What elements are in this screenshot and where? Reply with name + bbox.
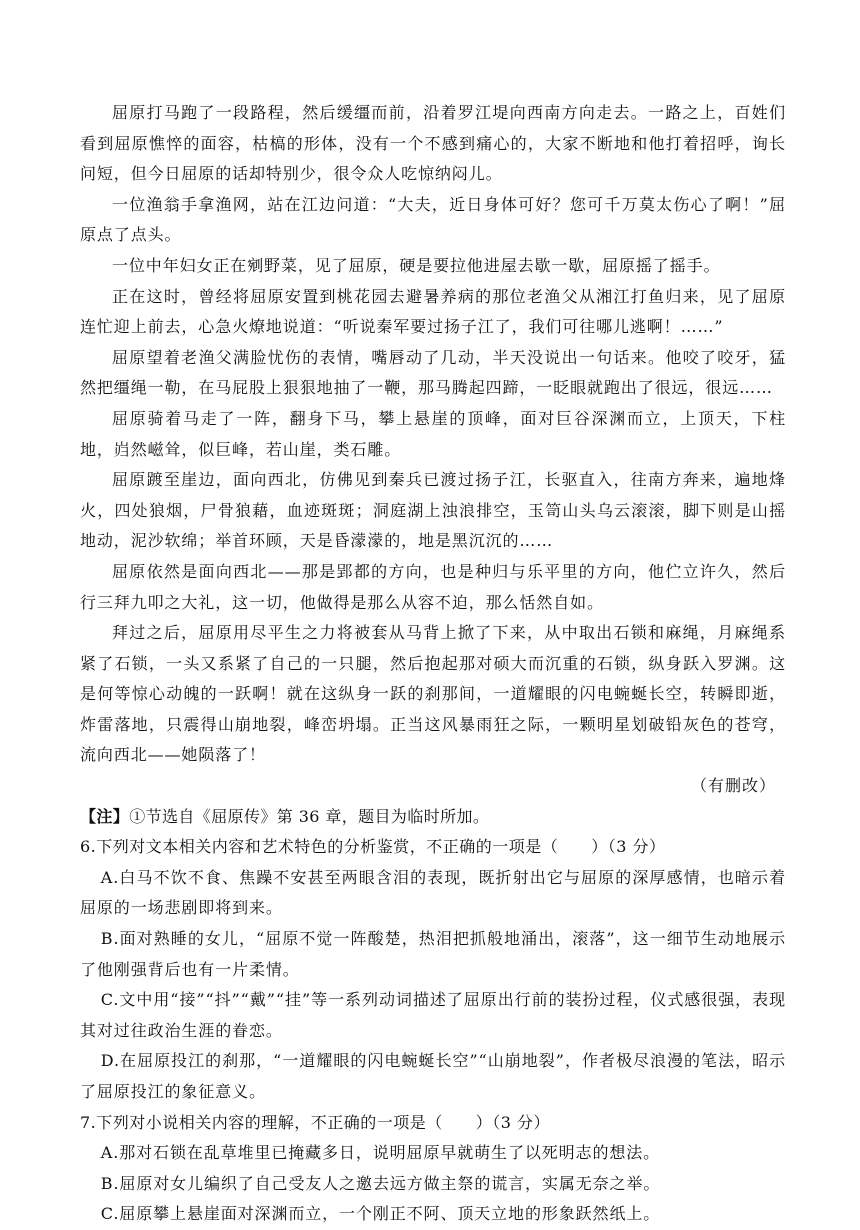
passage-paragraph: 屈原踱至崖边，面向西北，仿佛见到秦兵已渡过扬子江，长驱直入，往南方奔来，遍地烽火，四处狼烟，尸骨狼藉，血迹斑斑；洞庭湖上浊浪排空，玉笥山头乌云滚滚，脚下则是山摇地动，泥沙软绵；举首环顾，天是昏濛濛的，地是黑沉沉的……: [80, 470, 786, 551]
source-note: [80, 802, 786, 833]
passage-paragraph: 屈原依然是面向西北——那是郢都的方向，也是种归与乐平里的方向，他伫立许久，然后行三拜九叩之大礼，这一切，他做得是那么从容不迫，那么恬然自如。: [80, 561, 786, 612]
question-6-option-d: D.在屈原投江的刹那，“一道耀眼的闪电蜿蜒长空”“山崩地裂”，作者极尽浪漫的笔法，昭示了屈原投江的象征意义。: [80, 1051, 786, 1101]
passage-paragraph: 一位渔翁手拿渔网，站在江边问道：“大夫，近日身体可好？您可千万莫太伤心了啊！”屈原点了点头。: [80, 194, 786, 245]
question-7-option-a: A.那对石锁在乱草堆里已掩藏多日，说明屈原早就萌生了以死明志的想法。: [100, 1143, 661, 1163]
question-6-option-b: B.面对熟睡的女儿，“屈原不觉一阵酸楚，热泪把抓般地涌出，滚落”，这一细节生动地展示了他刚强背后也有一片柔情。: [80, 929, 786, 979]
passage-paragraph: 拜过之后，屈原用尽平生之力将被套从马背上掀了下来，从中取出石锁和麻绳，月麻绳系紧了石锁，一头又系紧了自己的一只腿，然后抱起那对硕大而沉重的石锁，纵身跃入罗渊。这是何等惊心动魄的一跃啊！就在这纵身一跃的刹那间，一道耀眼的闪电蜿蜒长空，转瞬即逝，炸雷落地，只震得山崩地裂，峰峦坍塌。正当这风暴雨狂之际，一颗明星划破铅灰色的苍穹，流向西北——她陨落了！: [80, 623, 786, 765]
passage-paragraph: 一位中年妇女正在剜野菜，见了屈原，硬是要拉他进屋去歇一歇，屈原摇了摇手。: [112, 255, 721, 275]
passage-paragraph: 屈原骑着马走了一阵，翻身下马，攀上悬崖的顶峰，面对巨谷深渊而立，上顶天，下柱地，岿然嵫耸，似巨峰，若山崖，类石雕。: [80, 408, 786, 459]
question-6-option-c: C.文中用“接”“抖”“戴”“挂”等一系列动词描述了屈原出行前的装扮过程，仪式感很强，表现其对过往政治生涯的眷恋。: [80, 990, 786, 1040]
passage-paragraph: 屈原打马跑了一段路程，然后缓缰而前，沿着罗江堤向西南方向走去。一路之上，百姓们看到屈原憔悴的面容，枯槁的形体，没有一个不感到痛心的，大家不断地和他打着招呼，询长问短，但今日屈原的话却特别少，很令众人吃惊纳闷儿。: [80, 103, 786, 184]
question-6-stem: 6.下列对文本相关内容和艺术特色的分析鉴赏，不正确的一项是（ ）（3 分）: [80, 837, 666, 857]
question-6-option-a: A.白马不饮不食、焦躁不安甚至两眼含泪的表现，既折射出它与屈原的深厚感情，也暗示着屈原的一场悲剧即将到来。: [80, 867, 786, 918]
passage-paragraph: 正在这时，曾经将屈原安置到桃花园去避暑养病的那位老渔父从湘江打鱼归来，见了屈原连忙迎上前去，心急火燎地说道：“听说秦军要过扬子江了，我们可往哪儿逃啊！……”: [80, 286, 786, 337]
note-label: 【注】: [80, 806, 130, 826]
note-text: ①节选自《屈原传》第 36 章，题目为临时所加。: [129, 806, 490, 826]
question-7-option-c: C.屈原攀上悬崖面对深渊而立，一个刚正不阿、顶天立地的形象跃然纸上。: [100, 1204, 661, 1224]
question-7-stem: 7.下列对小说相关内容的理解，不正确的一项是（ ）（3 分）: [80, 1112, 551, 1132]
document-page: [80, 98, 786, 1230]
passage-paragraph: 屈原望着老渔父满脸忧伤的表情，嘴唇动了几动，半天没说出一句话来。他咬了咬牙，猛然把缰绳一勒，在马屁股上狠狠地抽了一鞭，那马腾起四蹄，一眨眼就跑出了很远，很远……: [80, 347, 786, 398]
question-7-option-b: B.屈原对女儿编织了自己受友人之邀去远方做主祭的谎言，实属无奈之举。: [100, 1173, 661, 1193]
edited-note: （有删改）: [690, 776, 776, 796]
